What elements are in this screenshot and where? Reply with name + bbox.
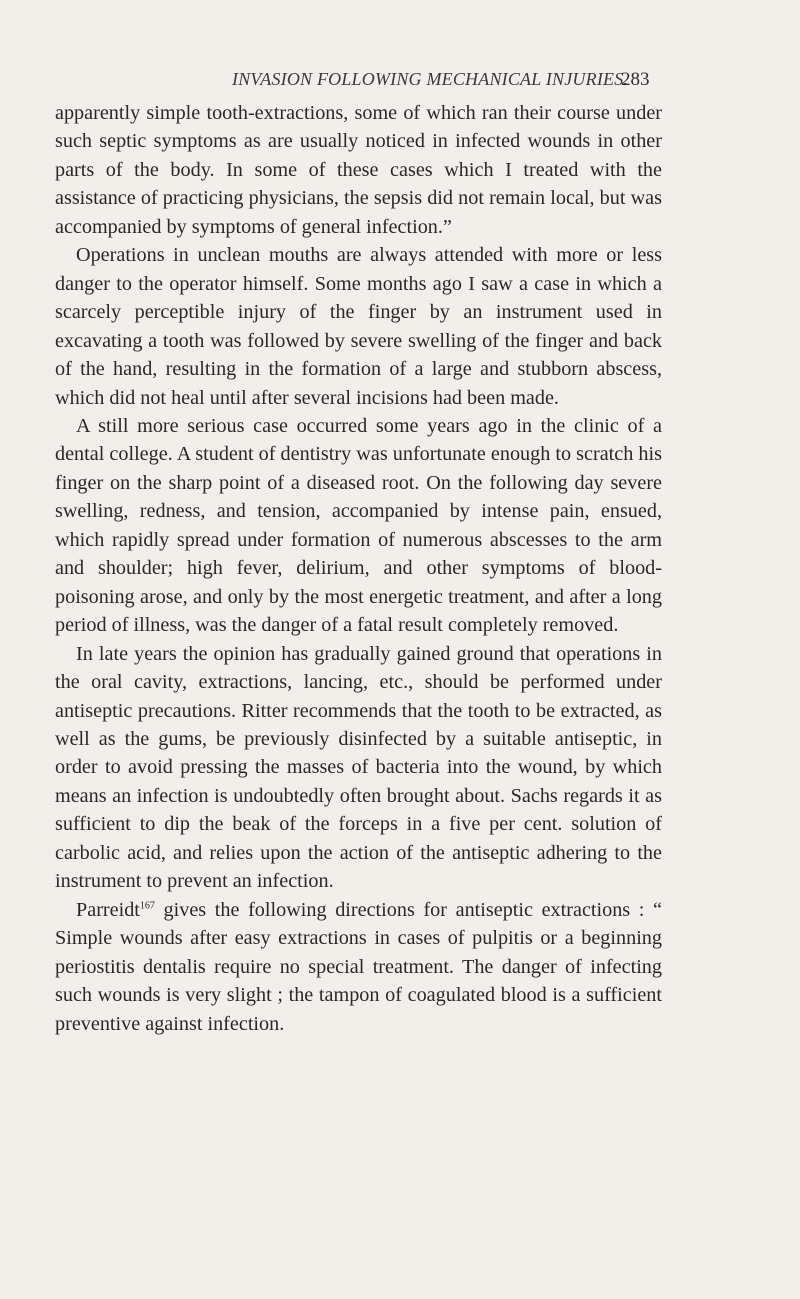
author-name: Parreidt — [76, 898, 140, 921]
paragraph-parreidt — [55, 896, 662, 1038]
reference-marker: 167 — [139, 899, 155, 911]
page-body-text — [55, 99, 662, 1038]
paragraph-serious-case: A still more serious case occurred some years ago in the clinic of a dental college. A student of dentistry was unfortunate enough to scratch his finger on the sharp point of a diseased root. On the following day severe swelling, redness, and tension, accompanied by intense pain, ensued, which rapidly spread under formation of numerous abscesses to the arm and shoulder; high fever, delirium, and other symptoms of blood-poisoning arose, and only by the most energetic treatment, and after a long period of illness, was the danger of a fatal result completely removed. — [55, 414, 662, 637]
paragraph-operations: Operations in unclean mouths are always attended with more or less danger to the operator himself. Some months ago I saw a case in which a scarcely perceptible injury of the finger by an instrument used in excavating a tooth was followed by severe swelling of the finger and back of the hand, resulting in the formation of a large and stubborn abscess, which did not heal until after several incisions had been made. — [55, 244, 662, 409]
paragraph-antiseptic-opinion: In late years the opinion has gradually gained ground that operations in the oral cavity, extractions, lancing, etc., should be performed under antiseptic precautions. Ritter recommends that the tooth to be extracted, as well as the gums, be previously disinfected by a suitable antiseptic, in order to avoid pressing the masses of bacteria into the wound, by which means an infection is undoubtedly often brought about. Sachs regards it as sufficient to dip the beak of the forceps in a five per cent. solution of carbolic acid, and relies upon the action of the antiseptic adhering to the instrument to prevent an infection. — [55, 642, 662, 893]
parreidt-directions: gives the following directions for antiseptic extractions : “ Simple wounds after easy extractions in cases of pulpitis or a beginning periostitis dentalis require no special treatment. The danger of infecting such wounds is very slight ; the tampon of coagulated blood is a sufficient preventive against infection. — [55, 898, 662, 1035]
page-number: 283 — [621, 69, 650, 90]
running-header: INVASION FOLLOWING MECHANICAL INJURIES. — [232, 69, 629, 89]
paragraph-continuation: apparently simple tooth-extractions, some of which ran their course under such septic symptoms as are usually noticed in infected wounds in other parts of the body. In some of these cases which I treated with the assistance of practicing physicians, the sepsis did not remain local, but was accompanied by symptoms of general infection.” — [55, 102, 662, 238]
